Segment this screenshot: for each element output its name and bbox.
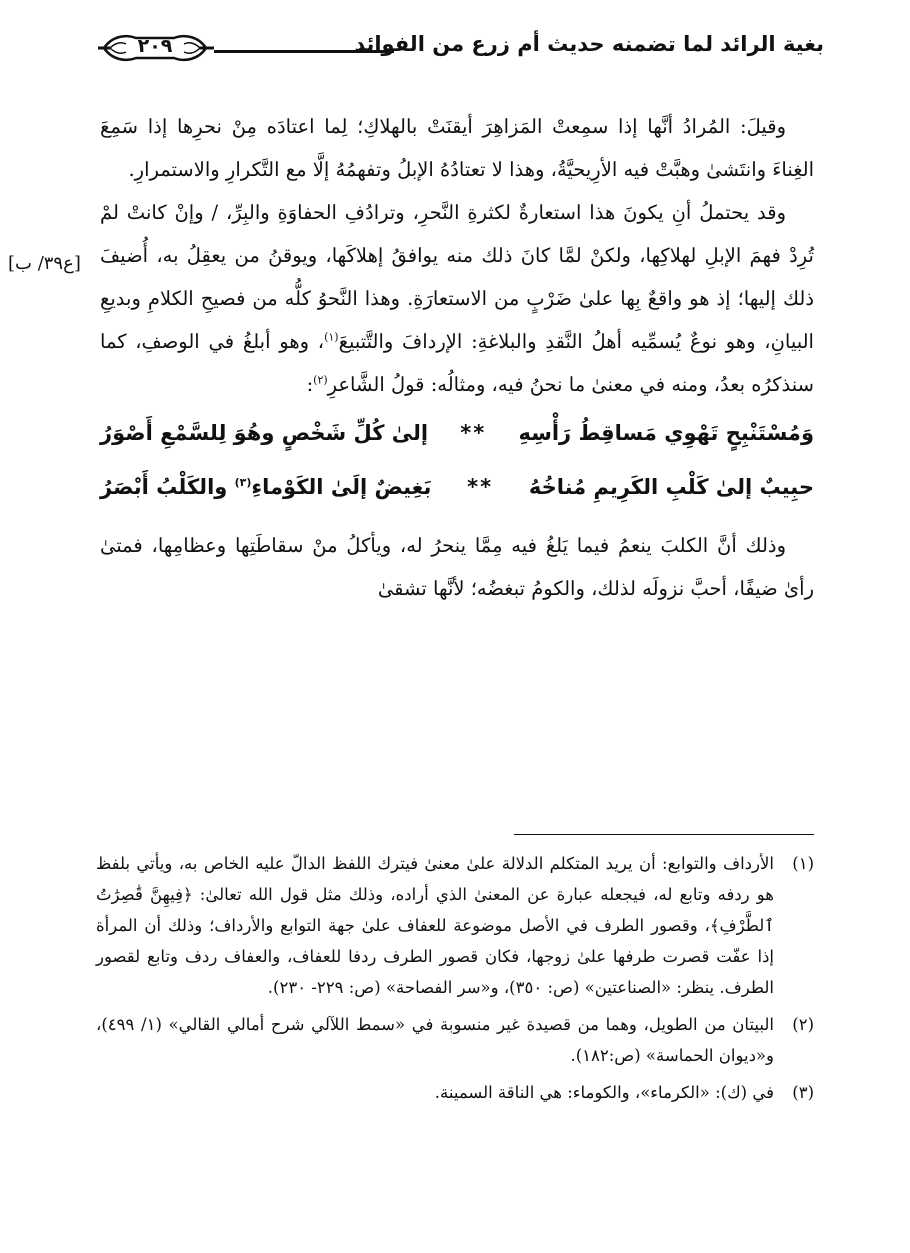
footnote-text: الأرداف والتوابع: أن يريد المتكلم الدلالة علىٰ معنىٰ فيترك اللفظ الدالّ عليه الخاص به، ويأتي بلفظ هو ردفه وتابع له، فيجعله عبارة عن المعنىٰ الذي أراده، وذلك مثل قول الله تعالىٰ: ﴿فِيهِنَّ قَٰصِرَٰتُ ٱلطَّرْفِ﴾، وقصور الطرف في الأصل موضوعة للعفاف علىٰ جهة التوابع والأرداف؛ وذلك أن المرأة إذا عفّت قصرت طرفها علىٰ زوجها، فكان قصور الطرف ردفا للعفاف، والعفاف ردف وتابع لقصور الطرف. ينظر: «الصناعتين» (ص: ٣٥٠)، و«سر الفصاحة» (ص: ٢٢٩- ٢٣٠). bbox=[96, 854, 774, 997]
running-title: بغية الرائد لما تضمنه حديث أم زرع من الفوائد bbox=[354, 32, 824, 56]
paragraph bbox=[100, 191, 814, 406]
footnote-number: (١) bbox=[792, 854, 814, 873]
paragraph-with-folio bbox=[8, 191, 814, 406]
main-text bbox=[8, 105, 814, 610]
hemistich-first: حبِيبٌ إلىٰ كَلْبِ الكَرِيمِ مُناخُهُ bbox=[528, 475, 814, 499]
paragraph-text: ، وهو أبلغُ في الوصفِ، كما سنذكرُه بعدُ، ومنه في معنىٰ ما نحنُ فيه، ومثالُه: قولُ الشَّاعرِ bbox=[100, 330, 814, 396]
footnote-separator bbox=[514, 834, 814, 835]
manuscript-folio-mark: [ع٣٩/ ب] bbox=[8, 253, 81, 274]
verse-line bbox=[100, 460, 814, 514]
hemistich-text: والكَلْبُ أَبْصَرُ bbox=[100, 475, 235, 499]
footnote bbox=[96, 1077, 814, 1108]
hemistich-second bbox=[100, 460, 431, 514]
paragraph-text: : bbox=[306, 373, 314, 396]
hemistich-text: بَغِيضٌ إلَىٰ الكَوْماءِ bbox=[251, 475, 432, 499]
footnote-ref: (٢) bbox=[313, 373, 328, 387]
footnotes bbox=[96, 848, 814, 1114]
running-header bbox=[96, 28, 824, 68]
page-number-badge bbox=[96, 30, 214, 66]
paragraph: وقيلَ: المُرادُ أنَّها إذا سمِعتْ المَزاهِرَ أيقنَتْ بالهلاكِ؛ لِما اعتادَه مِنْ نحرِها إذا سَمِعَ الغِناءَ وانتَشىٰ وهبَّتْ فيه الأرِيحيَّةُ، وهذا لا تعتادُهُ الإبلُ وتفهمُهُ إلَّا مع التَّكرارِ والاستمرارِ. bbox=[100, 115, 814, 181]
hemistich-first: وَمُسْتَنْبِحٍ تَهْوِي مَساقِطُ رَأْسِهِ bbox=[518, 421, 814, 445]
footnote-text: البيتان من الطويل، وهما من قصيدة غير منسوبة في «سمط اللآلي شرح أمالي القالي» (١/ ٤٩٩)، و«ديوان الحماسة» (ص:١٨٢). bbox=[96, 1015, 774, 1065]
footnote-number: (٣) bbox=[792, 1083, 814, 1102]
header-rule bbox=[214, 50, 394, 53]
poem bbox=[100, 406, 814, 514]
footnote bbox=[96, 848, 814, 1003]
verse-line bbox=[100, 406, 814, 460]
footnote-number: (٢) bbox=[792, 1015, 814, 1034]
hemistich-second: إلىٰ كُلِّ شَخْصٍ وهُوَ لِلسَّمْعِ أَصْوَرُ bbox=[100, 421, 429, 445]
verse-separator: ** bbox=[460, 421, 487, 445]
paragraph-text: وقد يحتملُ أنِ يكونَ هذا استعارةٌ لكثرةِ النَّحرِ، وترادُفِ الحفاوَةِ والبِرِّ، / وإنْ كانتْ لمْ تُرِدْ فهمَ الإبلِ لهلاكِها، ولكنْ لمَّا كانَ ذلك منه يوافقُ إهلاكَها، ويوقنُ من يعقِلُ به، أُضيفَ ذلك إليها؛ إذ هو واقعٌ بِها علىٰ ضَرْبٍ من الاستعارَةِ. وهذا النَّحوُ كلُّه من فصيحِ الكلامِ وبديعِ البيانِ، وهو نوعٌ يُسمِّيه أهلُ النَّقدِ والبلاغةِ: الإردافَ والتَّتبيعَ bbox=[100, 201, 814, 353]
page-number: ٢٠٩ bbox=[137, 35, 173, 57]
footnote bbox=[96, 1009, 814, 1071]
footnote-text: في (ك): «الكرماء»، والكوماء: هي الناقة السمينة. bbox=[434, 1083, 774, 1102]
verse-separator: ** bbox=[467, 475, 494, 499]
footnote-ref: (١) bbox=[324, 330, 339, 344]
paragraph: وذلك أنَّ الكلبَ ينعمُ فيما يَلغُ فيه مِمَّا ينحرُ له، ويأكلُ منْ سقاطَتِها وعظامِها، فمتىٰ رأىٰ ضيفًا، أحبَّ نزولَه لذلك، والكومُ تبغضُه؛ لأنَّها تشقىٰ bbox=[100, 534, 814, 600]
footnote-ref: (٣) bbox=[234, 476, 252, 489]
